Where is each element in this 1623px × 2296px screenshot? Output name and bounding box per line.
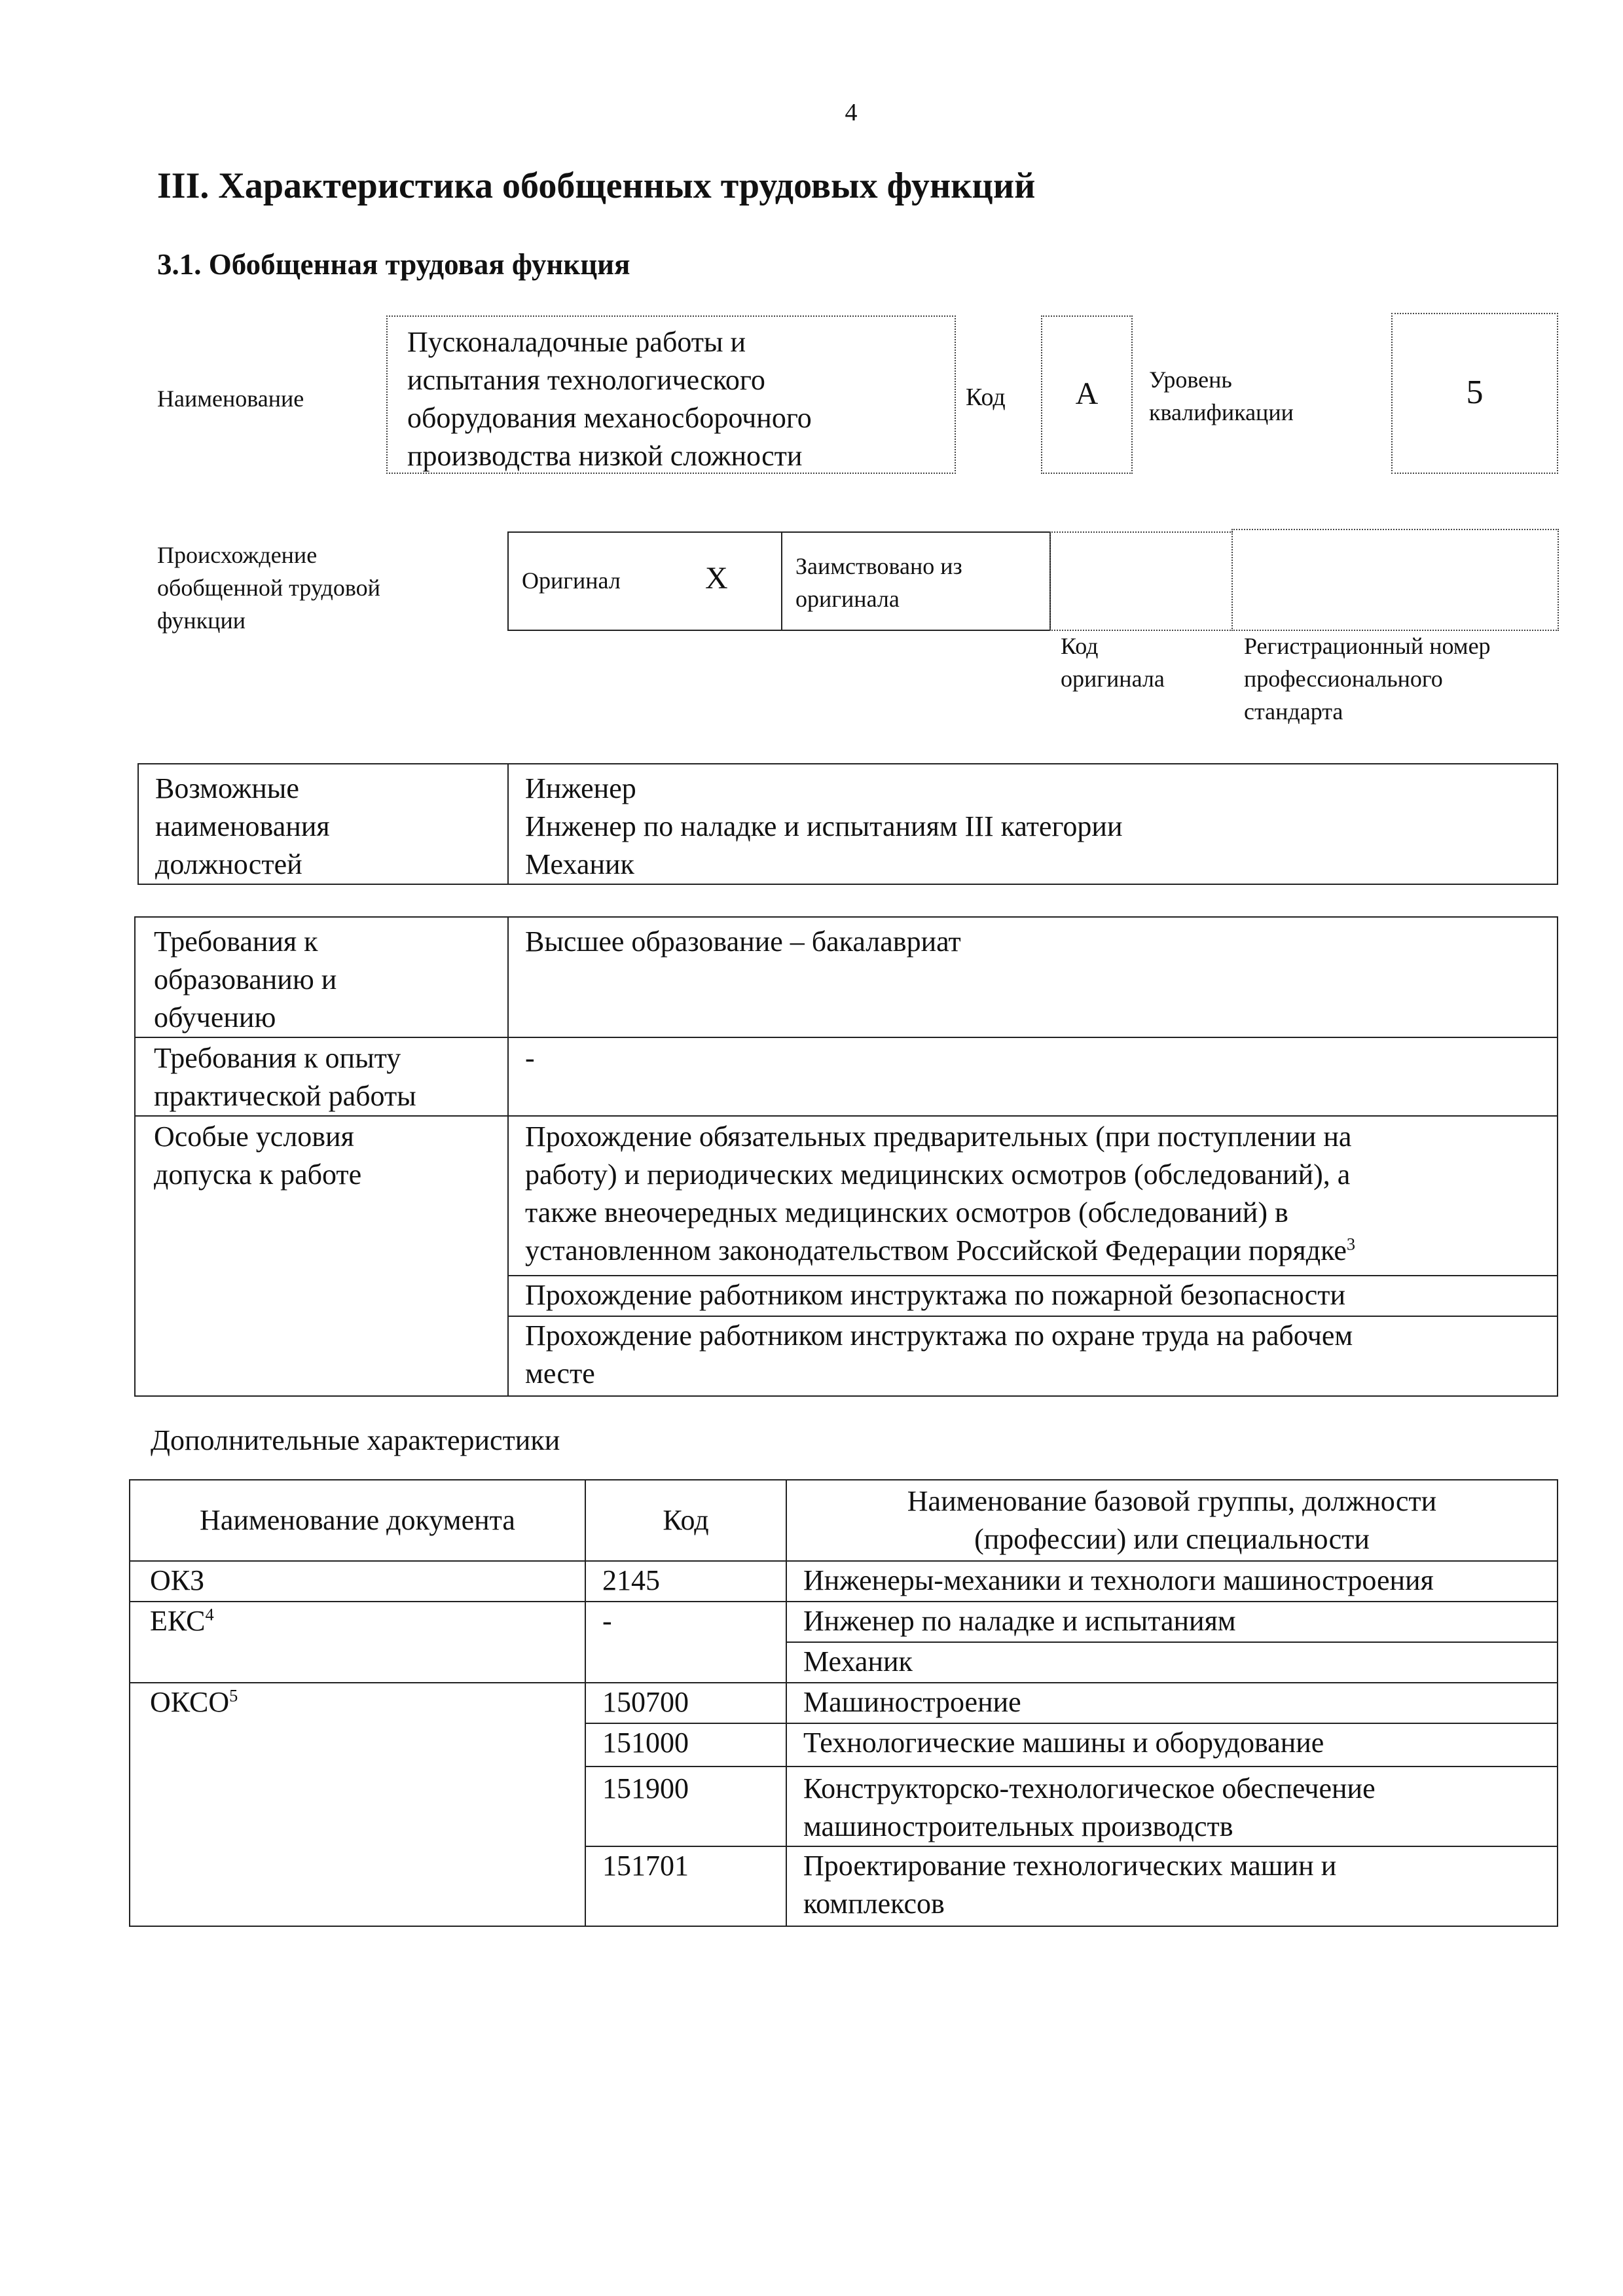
level-value-box: 5 — [1391, 313, 1558, 474]
conditions-labor-line: Прохождение работником инструктажа по охране труда на рабочем — [525, 1319, 1353, 1352]
eks-name: Механик — [786, 1642, 1558, 1683]
origin-code-caption-line: оригинала — [1061, 666, 1165, 692]
okso-name — [786, 1846, 1558, 1926]
origin-reg-cell — [1231, 529, 1559, 631]
okso-doc — [130, 1683, 585, 1926]
origin-label-line: функции — [157, 607, 246, 634]
code-value-box: А — [1041, 315, 1133, 474]
experience-label-line: Требования к опыту — [154, 1042, 401, 1074]
conditions-medical-line: также внеочередных медицинских осмотров (обследований) в — [525, 1196, 1288, 1229]
origin-borrowed-cell — [781, 531, 1051, 631]
footnote-3: 3 — [1346, 1234, 1356, 1254]
experience-label-cell — [135, 1037, 508, 1116]
name-value-line: испытания технологического — [407, 364, 765, 396]
okso-name-line: машиностроительных производств — [803, 1810, 1233, 1842]
name-label: Наименование — [157, 386, 304, 412]
origin-label-line: Происхождение — [157, 542, 318, 568]
subsection-title: 3.1. Обобщенная трудовая функция — [157, 248, 630, 281]
name-value-line: производства низкой сложности — [407, 440, 803, 472]
okso-code: 151900 — [585, 1767, 786, 1846]
level-label — [1149, 363, 1294, 429]
conditions-medical-line — [525, 1232, 1557, 1270]
okz-code: 2145 — [585, 1561, 786, 1602]
additional-title: Дополнительные характеристики — [151, 1424, 560, 1456]
origin-borrowed-line: оригинала — [795, 586, 900, 612]
okso-name-line: Проектирование технологических машин и — [803, 1850, 1337, 1882]
conditions-medical-line: работу) и периодических медицинских осмотров (обследований), а — [525, 1158, 1351, 1191]
positions-label-line: Возможные — [155, 772, 299, 804]
position-item: Механик — [525, 848, 634, 880]
origin-label — [157, 539, 380, 637]
col-name-header-line: (профессии) или специальности — [974, 1523, 1370, 1555]
education-label-line: образованию и — [154, 963, 337, 996]
education-label-cell — [135, 917, 508, 1037]
okz-doc: ОКЗ — [130, 1561, 585, 1602]
col-doc-header: Наименование документа — [130, 1480, 585, 1561]
experience-value-cell: - — [508, 1037, 1558, 1116]
origin-code-caption-line: Код — [1061, 633, 1099, 659]
origin-reg-caption — [1244, 630, 1491, 728]
eks-name: Инженер по наладке и испытаниям — [786, 1602, 1558, 1642]
level-label-line: квалификации — [1149, 399, 1294, 425]
origin-label-line: обобщенной трудовой — [157, 575, 380, 601]
origin-original-cell — [507, 531, 782, 631]
okso-code: 150700 — [585, 1683, 786, 1723]
name-value-line: оборудования механосборочного — [407, 402, 812, 434]
okso-doc-text: ОКСО — [150, 1686, 230, 1718]
origin-borrowed-line: Заимствовано из — [795, 553, 962, 579]
positions-value-cell — [508, 764, 1558, 884]
education-label-line: обучению — [154, 1001, 276, 1033]
positions-label-cell — [138, 764, 508, 884]
positions-table — [137, 763, 1558, 885]
requirements-table — [134, 916, 1558, 1397]
level-label-line: Уровень — [1149, 367, 1232, 393]
footnote-4: 4 — [205, 1604, 214, 1624]
col-name-header — [786, 1480, 1558, 1561]
col-code-header: Код — [585, 1480, 786, 1561]
okso-name-line: Конструкторско-технологическое обеспечение — [803, 1772, 1376, 1804]
okz-name: Инженеры-механики и технологи машиностроения — [786, 1561, 1558, 1602]
conditions-fire-cell: Прохождение работником инструктажа по пожарной безопасности — [508, 1276, 1558, 1316]
origin-code-caption — [1061, 630, 1165, 695]
conditions-medical-cell — [508, 1116, 1558, 1276]
page-number: 4 — [845, 99, 858, 126]
conditions-labor-cell — [508, 1316, 1558, 1396]
name-value-box — [386, 315, 956, 474]
experience-label-line: практической работы — [154, 1080, 416, 1112]
conditions-label-line: Особые условия — [154, 1121, 354, 1153]
conditions-label-cell — [135, 1116, 508, 1396]
okso-code: 151701 — [585, 1846, 786, 1926]
additional-table — [129, 1479, 1558, 1927]
footnote-5: 5 — [229, 1685, 238, 1706]
okso-name: Машиностроение — [786, 1683, 1558, 1723]
origin-reg-caption-line: профессионального — [1244, 666, 1443, 692]
origin-original-label: Оригинал — [522, 567, 621, 594]
code-label: Код — [966, 384, 1006, 411]
education-value-cell: Высшее образование – бакалавриат — [508, 917, 1558, 1037]
education-label-line: Требования к — [154, 925, 318, 958]
positions-label-line: должностей — [155, 848, 302, 880]
col-name-header-line: Наименование базовой группы, должности — [907, 1485, 1437, 1517]
conditions-medical-line: Прохождение обязательных предварительных (при поступлении на — [525, 1121, 1352, 1153]
section-title: III. Характеристика обобщенных трудовых функций — [157, 166, 1036, 206]
origin-reg-caption-line: Регистрационный номер — [1244, 633, 1491, 659]
conditions-label-line: допуска к работе — [154, 1158, 362, 1191]
eks-doc — [130, 1602, 585, 1683]
origin-original-mark: X — [705, 561, 728, 596]
positions-label-line: наименования — [155, 810, 330, 842]
origin-reg-caption-line: стандарта — [1244, 698, 1343, 725]
conditions-medical-last-text: установленном законодательством Российской Федерации порядке — [525, 1234, 1347, 1266]
position-item: Инженер — [525, 772, 636, 804]
okso-name-line: комплексов — [803, 1888, 945, 1920]
okso-name: Технологические машины и оборудование — [786, 1723, 1558, 1767]
eks-code: - — [585, 1602, 786, 1683]
position-item: Инженер по наладке и испытаниям III категории — [525, 810, 1123, 842]
okso-code: 151000 — [585, 1723, 786, 1767]
okso-name — [786, 1767, 1558, 1846]
name-value-line: Пусконаладочные работы и — [407, 326, 746, 358]
eks-doc-text: ЕКС — [150, 1605, 206, 1637]
origin-code-cell — [1049, 531, 1233, 631]
conditions-labor-line: месте — [525, 1357, 595, 1390]
